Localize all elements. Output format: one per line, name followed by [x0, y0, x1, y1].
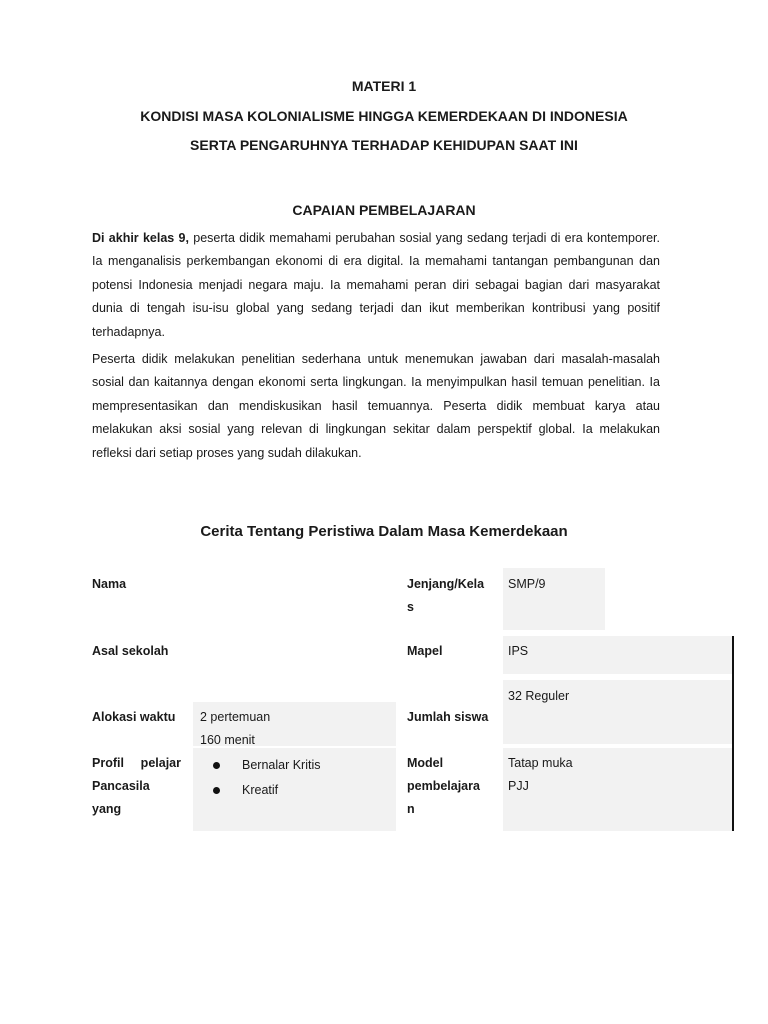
profil-item	[193, 779, 321, 804]
cerita-title: Cerita Tentang Peristiwa Dalam Masa Kemerdekaan	[200, 523, 568, 540]
profil-item-label: Kreatif	[242, 783, 279, 797]
nama-label: Nama	[92, 577, 127, 591]
jumlah-siswa-label: Jumlah siswa	[407, 710, 489, 724]
capaian-p1-lead: Di akhir kelas 9,	[92, 231, 189, 245]
asal-sekolah-label: Asal sekolah	[92, 644, 169, 658]
mapel-label: Mapel	[407, 644, 443, 658]
profil-item-label: Bernalar Kritis	[242, 758, 321, 772]
bullet-icon	[213, 787, 220, 794]
jenjang-label-line-1: Jenjang/Kela	[407, 577, 485, 591]
capaian-paragraph-2: Peserta didik melakukan penelitian sederhana untuk menemukan jawaban dari masalah-masalah sosial dan kaitannya dengan ekonomi serta lingkungan. Ia menyimpulkan hasil temuan penelitian. Ia mempresentasikan dan mendiskusikan hasil temuannya. Peserta didik membuat karya atau melakukan aksi sosial yang relevan di lingkungan sekitar dalam perspektif global. Ia melakukan refleksi dari setiap proses yang sudah dilakukan.	[92, 352, 660, 460]
capaian-paragraph-1	[92, 227, 660, 344]
jenjang-label-line-2: s	[407, 600, 414, 614]
profil-item	[193, 754, 321, 779]
document-title-line-1: KONDISI MASA KOLONIALISME HINGGA KEMERDEKAAN DI INDONESIA	[140, 108, 628, 124]
model-label-line-2: pembelajara	[407, 779, 480, 793]
materi-number: MATERI 1	[351, 78, 417, 94]
mapel-value-cell	[503, 636, 732, 674]
model-value-line-2: PJJ	[508, 779, 529, 793]
table-right-border	[732, 636, 734, 831]
bullet-icon	[213, 762, 220, 769]
profil-label-line-1: Profil pelajar	[92, 756, 181, 770]
profil-list	[193, 754, 321, 804]
jenjang-value: SMP/9	[508, 577, 546, 591]
alokasi-value-line-1: 2 pertemuan	[200, 710, 271, 724]
model-value-line-1: Tatap muka	[508, 756, 573, 770]
model-label-line-1: Model	[407, 756, 444, 770]
model-label-line-3: n	[407, 802, 415, 816]
mapel-value: IPS	[508, 644, 529, 658]
alokasi-waktu-label: Alokasi waktu	[92, 710, 176, 724]
document-title-line-2: SERTA PENGARUHNYA TERHADAP KEHIDUPAN SAAT INI	[190, 137, 578, 153]
profil-label-line-2: Pancasila	[92, 779, 150, 793]
profil-label-line-3: yang	[92, 802, 122, 816]
capaian-title: CAPAIAN PEMBELAJARAN	[292, 202, 476, 218]
capaian-p1-text: peserta didik memahami perubahan sosial yang sedang terjadi di era kontemporer. Ia menganalisis perkembangan ekonomi di era digital. Ia memahami tantangan pembangunan dan potensi Indonesia menjadi negara maju. Ia memahami peran diri sebagai bagian dari masyarakat dunia di tengah isu-isu global yang sedang terjadi dan ikut memberikan kontribusi yang positif terhadapnya.	[92, 231, 660, 339]
alokasi-value-line-2: 160 menit	[200, 733, 255, 747]
jumlah-siswa-value: 32 Reguler	[508, 689, 570, 703]
